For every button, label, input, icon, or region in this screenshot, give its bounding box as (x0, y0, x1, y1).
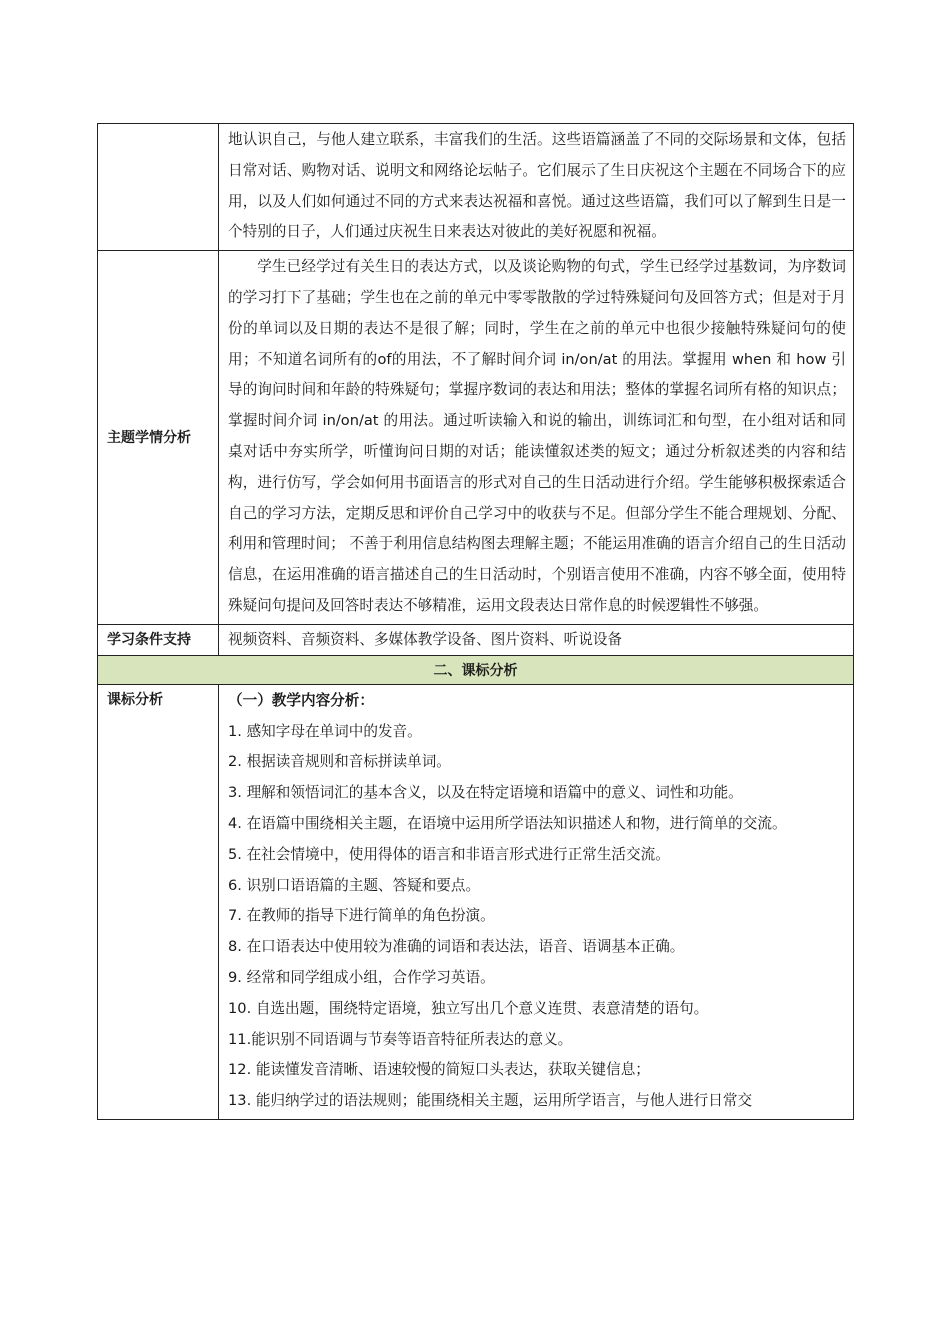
standards-item: 3. 理解和领悟词汇的基本含义，以及在特定语境和语篇中的意义、词性和功能。 (228, 784, 743, 802)
standards-item: 7. 在教师的指导下进行简单的角色扮演。 (228, 907, 495, 925)
student-analysis-text (219, 251, 853, 624)
standards-item: 12. 能读懂发音清晰、语速较慢的简短口头表达，获取关键信息； (228, 1061, 650, 1079)
standards-heading: （一）教学内容分析： (228, 691, 374, 709)
standards-item: 9. 经常和同学组成小组，合作学习英语。 (228, 968, 495, 986)
intro-content-cell (219, 124, 854, 251)
learning-support-content-cell (219, 624, 854, 655)
standards-item: 10. 自选出题，围绕特定语境，独立写出几个意义连贯、表意清楚的语句。 (228, 999, 709, 1017)
learning-support-text: 视频资料、音频资料、多媒体教学设备、图片资料、听说设备 (228, 630, 623, 648)
standards-item: 1. 感知字母在单词中的发音。 (228, 722, 422, 740)
standards-item: 8. 在口语表达中使用较为准确的词语和表达法，语音、语调基本正确。 (228, 938, 685, 956)
table-row-intro (98, 124, 854, 251)
student-analysis-label: 主题学情分析 (107, 430, 191, 447)
student-analysis-label-cell (98, 251, 219, 625)
student-analysis-content-cell (219, 251, 854, 625)
standards-item: 11.能识别不同语调与节奏等语音特征所表达的意义。 (228, 1030, 573, 1048)
table-row-section-two (98, 655, 854, 684)
standards-label: 课标分析 (107, 691, 163, 708)
lesson-plan-table (97, 123, 854, 1120)
intro-label-cell (98, 124, 219, 251)
standards-item: 4. 在语篇中围绕相关主题，在语境中运用所学语法知识描述人和物，进行简单的交流。 (228, 814, 787, 832)
table-row-learning-support (98, 624, 854, 655)
standards-text (219, 685, 853, 1119)
section-two-heading: 二、课标分析 (98, 655, 854, 684)
intro-text (219, 124, 853, 250)
learning-support-label: 学习条件支持 (107, 631, 191, 648)
standards-item: 5. 在社会情境中，使用得体的语言和非语言形式进行正常生活交流。 (228, 845, 670, 863)
table-row-standards-analysis (98, 684, 854, 1119)
standards-item: 2. 根据读音规则和音标拼读单词。 (228, 753, 451, 771)
student-analysis-paragraph: 学生已经学过有关生日的表达方式，以及谈论购物的句式，学生已经学过基数词，为序数词的学习打下了基础；学生也在之前的单元中零零散散的学过特殊疑问句及回答方式；但是对于月份的单词以及日期的表达不是很了解；同时，学生在之前的单元中也很少接触特殊疑问句的使用；不知道名词所有的of的用法，不了解时间介词 in/on/at 的用法。掌握用 when 和 how 引导的询问时间和年龄的特殊疑句；掌握序数词的表达和用法；整体的掌握名词所有格的知识点；掌握时间介词 in/on/at 的用法。通过听读输入和说的输出，训练词汇和句型，在小组对话和同桌对话中夯实所学，听懂询问日期的对话；能读懂叙述类的短文；通过分析叙述类的内容和结构，进行仿写，学会如何用书面语言的形式对自己的生日活动进行介绍。学生能够积极探索适合自己的学习方法，定期反思和评价自己学习中的收获与不足。但部分学生不能合理规划、分配、利用和管理时间； 不善于利用信息结构图去理解主题；不能运用准确的语言介绍自己的生日活动信息，在运用准确的语言描述自己的生日活动时，个别语言使用不准确，内容不够全面，使用特殊疑问句提问及回答时表达不够精准，运用文段表达日常作息的时候逻辑性不够强。 (228, 258, 846, 614)
learning-support-label-cell (98, 624, 219, 655)
table-row-student-analysis (98, 251, 854, 625)
intro-paragraph: 地认识自己，与他人建立联系，丰富我们的生活。这些语篇涵盖了不同的交际场景和文体，包括日常对话、购物对话、说明文和网络论坛帖子。它们展示了生日庆祝这个主题在不同场合下的应用，以及人们如何通过不同的方式来表达祝福和喜悦。通过这些语篇，我们可以了解到生日是一个特别的日子，人们通过庆祝生日来表达对彼此的美好祝愿和祝福。 (228, 131, 846, 241)
standards-item: 6. 识别口语语篇的主题、答疑和要点。 (228, 876, 481, 894)
standards-label-cell (98, 684, 219, 1119)
standards-content-cell (219, 684, 854, 1119)
standards-item: 13. 能归纳学过的语法规则；能围绕相关主题，运用所学语言，与他人进行日常交 (228, 1092, 753, 1110)
